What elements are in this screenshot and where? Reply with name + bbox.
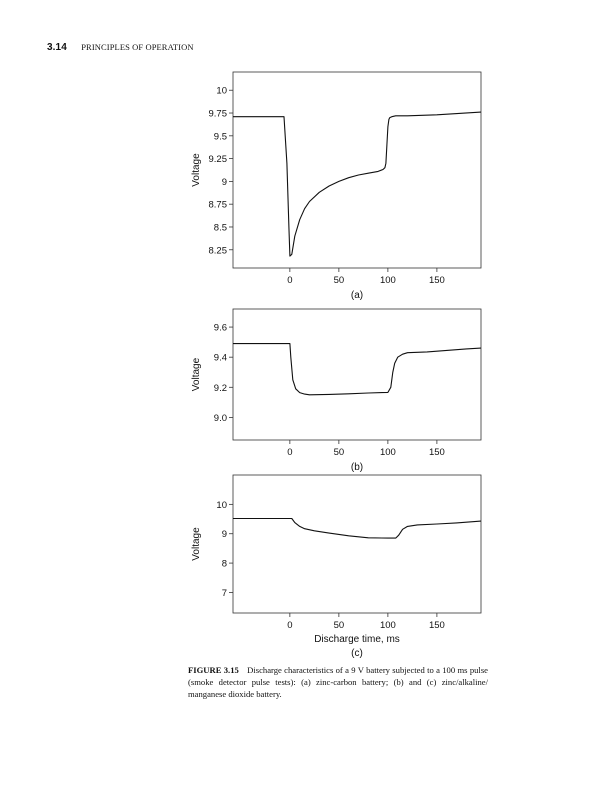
chart-panel-b [191, 309, 481, 473]
y-tick-label: 9.2 [213, 382, 227, 394]
y-tick-label: 9.75 [208, 108, 227, 120]
y-tick-label: 9 [221, 176, 227, 188]
x-tick-label: 0 [287, 620, 293, 631]
y-tick-label: 9.4 [213, 352, 227, 364]
y-tick-label: 9.5 [213, 131, 227, 143]
chart-panel-c [191, 475, 481, 659]
figure-caption-text: Discharge characteristics of a 9 V battery subjected to a 100 ms pulse (smoke detector pulse tests): (a) zinc-carbon battery; (b) and (c) zinc/alkaline/ manganese dioxide battery. [188, 665, 488, 699]
y-tick-label: 9 [221, 529, 227, 541]
plot-frame [233, 72, 481, 268]
panel-label: (c) [351, 648, 363, 659]
x-tick-label: 150 [428, 275, 445, 286]
y-tick-label: 7 [221, 587, 227, 599]
panel-label: (b) [350, 462, 364, 473]
x-tick-label: 150 [428, 447, 445, 458]
x-tick-label: 100 [379, 447, 396, 458]
panel-label: (a) [350, 290, 364, 301]
x-tick-label: 50 [333, 620, 345, 631]
y-tick-label: 9.0 [213, 412, 227, 424]
y-tick-label: 9.6 [213, 322, 227, 334]
section-title: PRINCIPLES OF OPERATION [81, 42, 194, 52]
figure-label: FIGURE 3.15 [188, 665, 239, 675]
figure-caption [188, 664, 488, 700]
y-tick-label: 8.75 [208, 199, 227, 211]
plot-frame [233, 309, 481, 440]
x-tick-label: 0 [287, 275, 293, 286]
x-tick-label: 150 [428, 620, 445, 631]
x-axis-label: Discharge time, ms [314, 634, 400, 645]
page-number: 3.14 [47, 42, 67, 53]
y-tick-label: 9.25 [208, 154, 227, 166]
y-tick-label: 10 [216, 499, 227, 511]
series-line-voltage [233, 112, 481, 256]
plot-frame [233, 475, 481, 613]
x-tick-label: 100 [379, 620, 396, 631]
x-tick-label: 50 [333, 447, 345, 458]
y-axis-label: Voltage [191, 153, 202, 187]
chart-panel-a [191, 72, 481, 301]
series-line-voltage [233, 519, 481, 539]
y-tick-label: 10 [216, 85, 227, 97]
x-tick-label: 50 [333, 275, 345, 286]
y-axis-label: Voltage [191, 357, 202, 392]
y-axis-label: Voltage [191, 527, 202, 561]
x-tick-label: 0 [287, 447, 293, 458]
x-tick-label: 100 [379, 275, 396, 286]
y-tick-label: 8.5 [213, 222, 227, 234]
series-line-voltage [233, 344, 481, 395]
y-tick-label: 8 [221, 558, 227, 570]
y-tick-label: 8.25 [208, 245, 227, 257]
